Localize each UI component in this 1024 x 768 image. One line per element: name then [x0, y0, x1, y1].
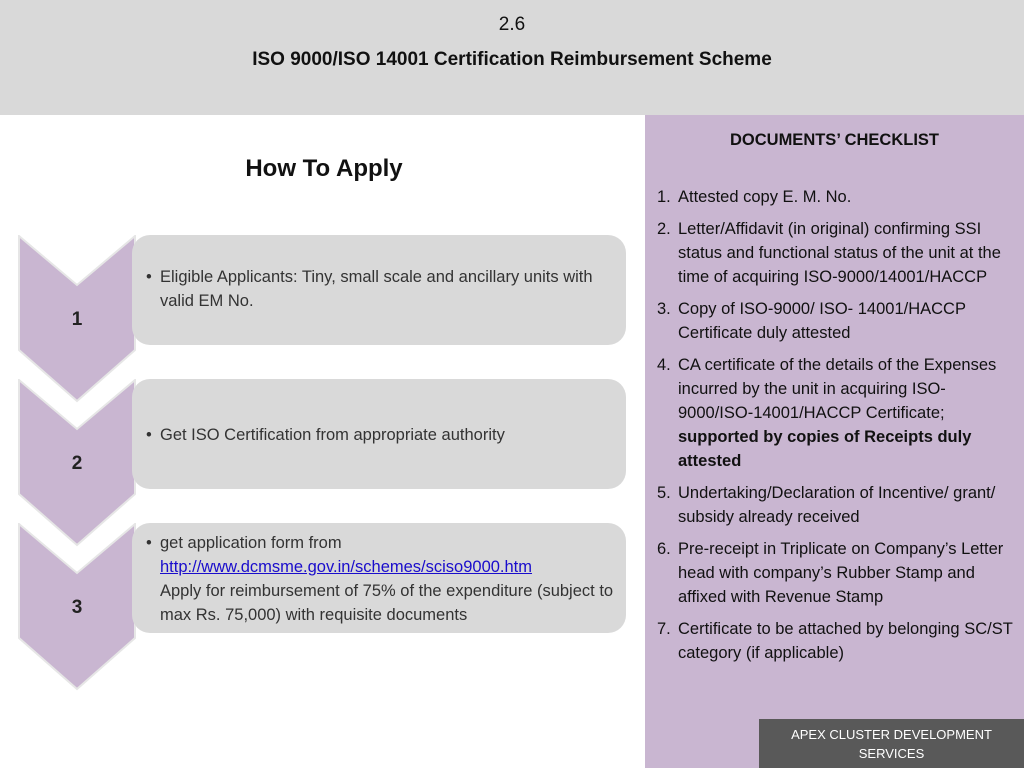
- item-number: 4.: [657, 356, 671, 374]
- item-text: Attested copy E. M. No.: [678, 188, 852, 206]
- slide-header: [0, 0, 1024, 115]
- item-number: 1.: [657, 188, 671, 206]
- step-description: Eligible Applicants: Tiny, small scale and ancillary units with valid EM No.: [160, 268, 593, 310]
- list-item: [657, 217, 1017, 289]
- slide-number: 2.6: [498, 14, 526, 35]
- bullet-icon: •: [146, 426, 152, 444]
- item-text: Undertaking/Declaration of Incentive/ grant/ subsidy already received: [678, 484, 996, 526]
- list-item: [657, 617, 1017, 665]
- bullet-icon: •: [146, 268, 152, 286]
- step-3: [18, 523, 628, 693]
- footer-label: APEX CLUSTER DEVELOPMENT SERVICES: [791, 726, 992, 761]
- step-description: Get ISO Certification from appropriate authority: [160, 426, 505, 444]
- item-text: Copy of ISO-9000/ ISO- 14001/HACCP Certificate duly attested: [678, 300, 966, 342]
- item-text-regular: CA certificate of the details of the Expenses incurred by the unit in acquiring ISO-9000/ISO-14001/HACCP Certificate;: [678, 356, 997, 422]
- step-description: [160, 531, 616, 627]
- item-number: 6.: [657, 540, 671, 558]
- step-description-detail: Apply for reimbursement of 75% of the expenditure (subject to max Rs. 75,000) with requisite documents: [160, 582, 614, 624]
- step-text: [146, 265, 616, 313]
- item-number: 5.: [657, 484, 671, 502]
- list-item: [657, 537, 1017, 609]
- checklist-title: DOCUMENTS’ CHECKLIST: [729, 131, 939, 149]
- list-item: [657, 481, 1017, 529]
- list-item: [657, 185, 1017, 209]
- item-text: [678, 353, 1017, 473]
- list-item: [657, 353, 1017, 473]
- step-description-intro: get application form from: [160, 534, 342, 552]
- footer-badge: [759, 719, 1024, 768]
- step-number: 3: [71, 597, 83, 618]
- item-number: 2.: [657, 220, 671, 238]
- item-text: Letter/Affidavit (in original) confirming SSI status and functional status of the unit at the time of acquiring ISO-9000/14001/HACCP: [678, 220, 1001, 286]
- item-text: Certificate to be attached by belonging SC/ST category (if applicable): [678, 620, 1013, 662]
- step-number: 2: [71, 453, 83, 474]
- bullet-icon: •: [146, 534, 152, 552]
- step-text: [146, 531, 616, 627]
- item-number: 3.: [657, 300, 671, 318]
- item-text-bold: supported by copies of Receipts duly attested: [678, 428, 972, 470]
- scheme-link[interactable]: http://www.dcmsme.gov.in/schemes/sciso9000.htm: [160, 558, 533, 576]
- item-number: 7.: [657, 620, 671, 638]
- slide-title: ISO 9000/ISO 14001 Certification Reimbursement Scheme: [252, 49, 772, 70]
- how-to-apply-title: How To Apply: [245, 155, 403, 182]
- list-item: [657, 297, 1017, 345]
- checklist-list: [657, 185, 1017, 673]
- step-number: 1: [71, 309, 83, 330]
- documents-checklist-panel: [645, 115, 1024, 768]
- item-text: Pre-receipt in Triplicate on Company’s Letter head with company’s Rubber Stamp and affixed with Revenue Stamp: [678, 540, 1004, 606]
- step-text: [146, 423, 616, 447]
